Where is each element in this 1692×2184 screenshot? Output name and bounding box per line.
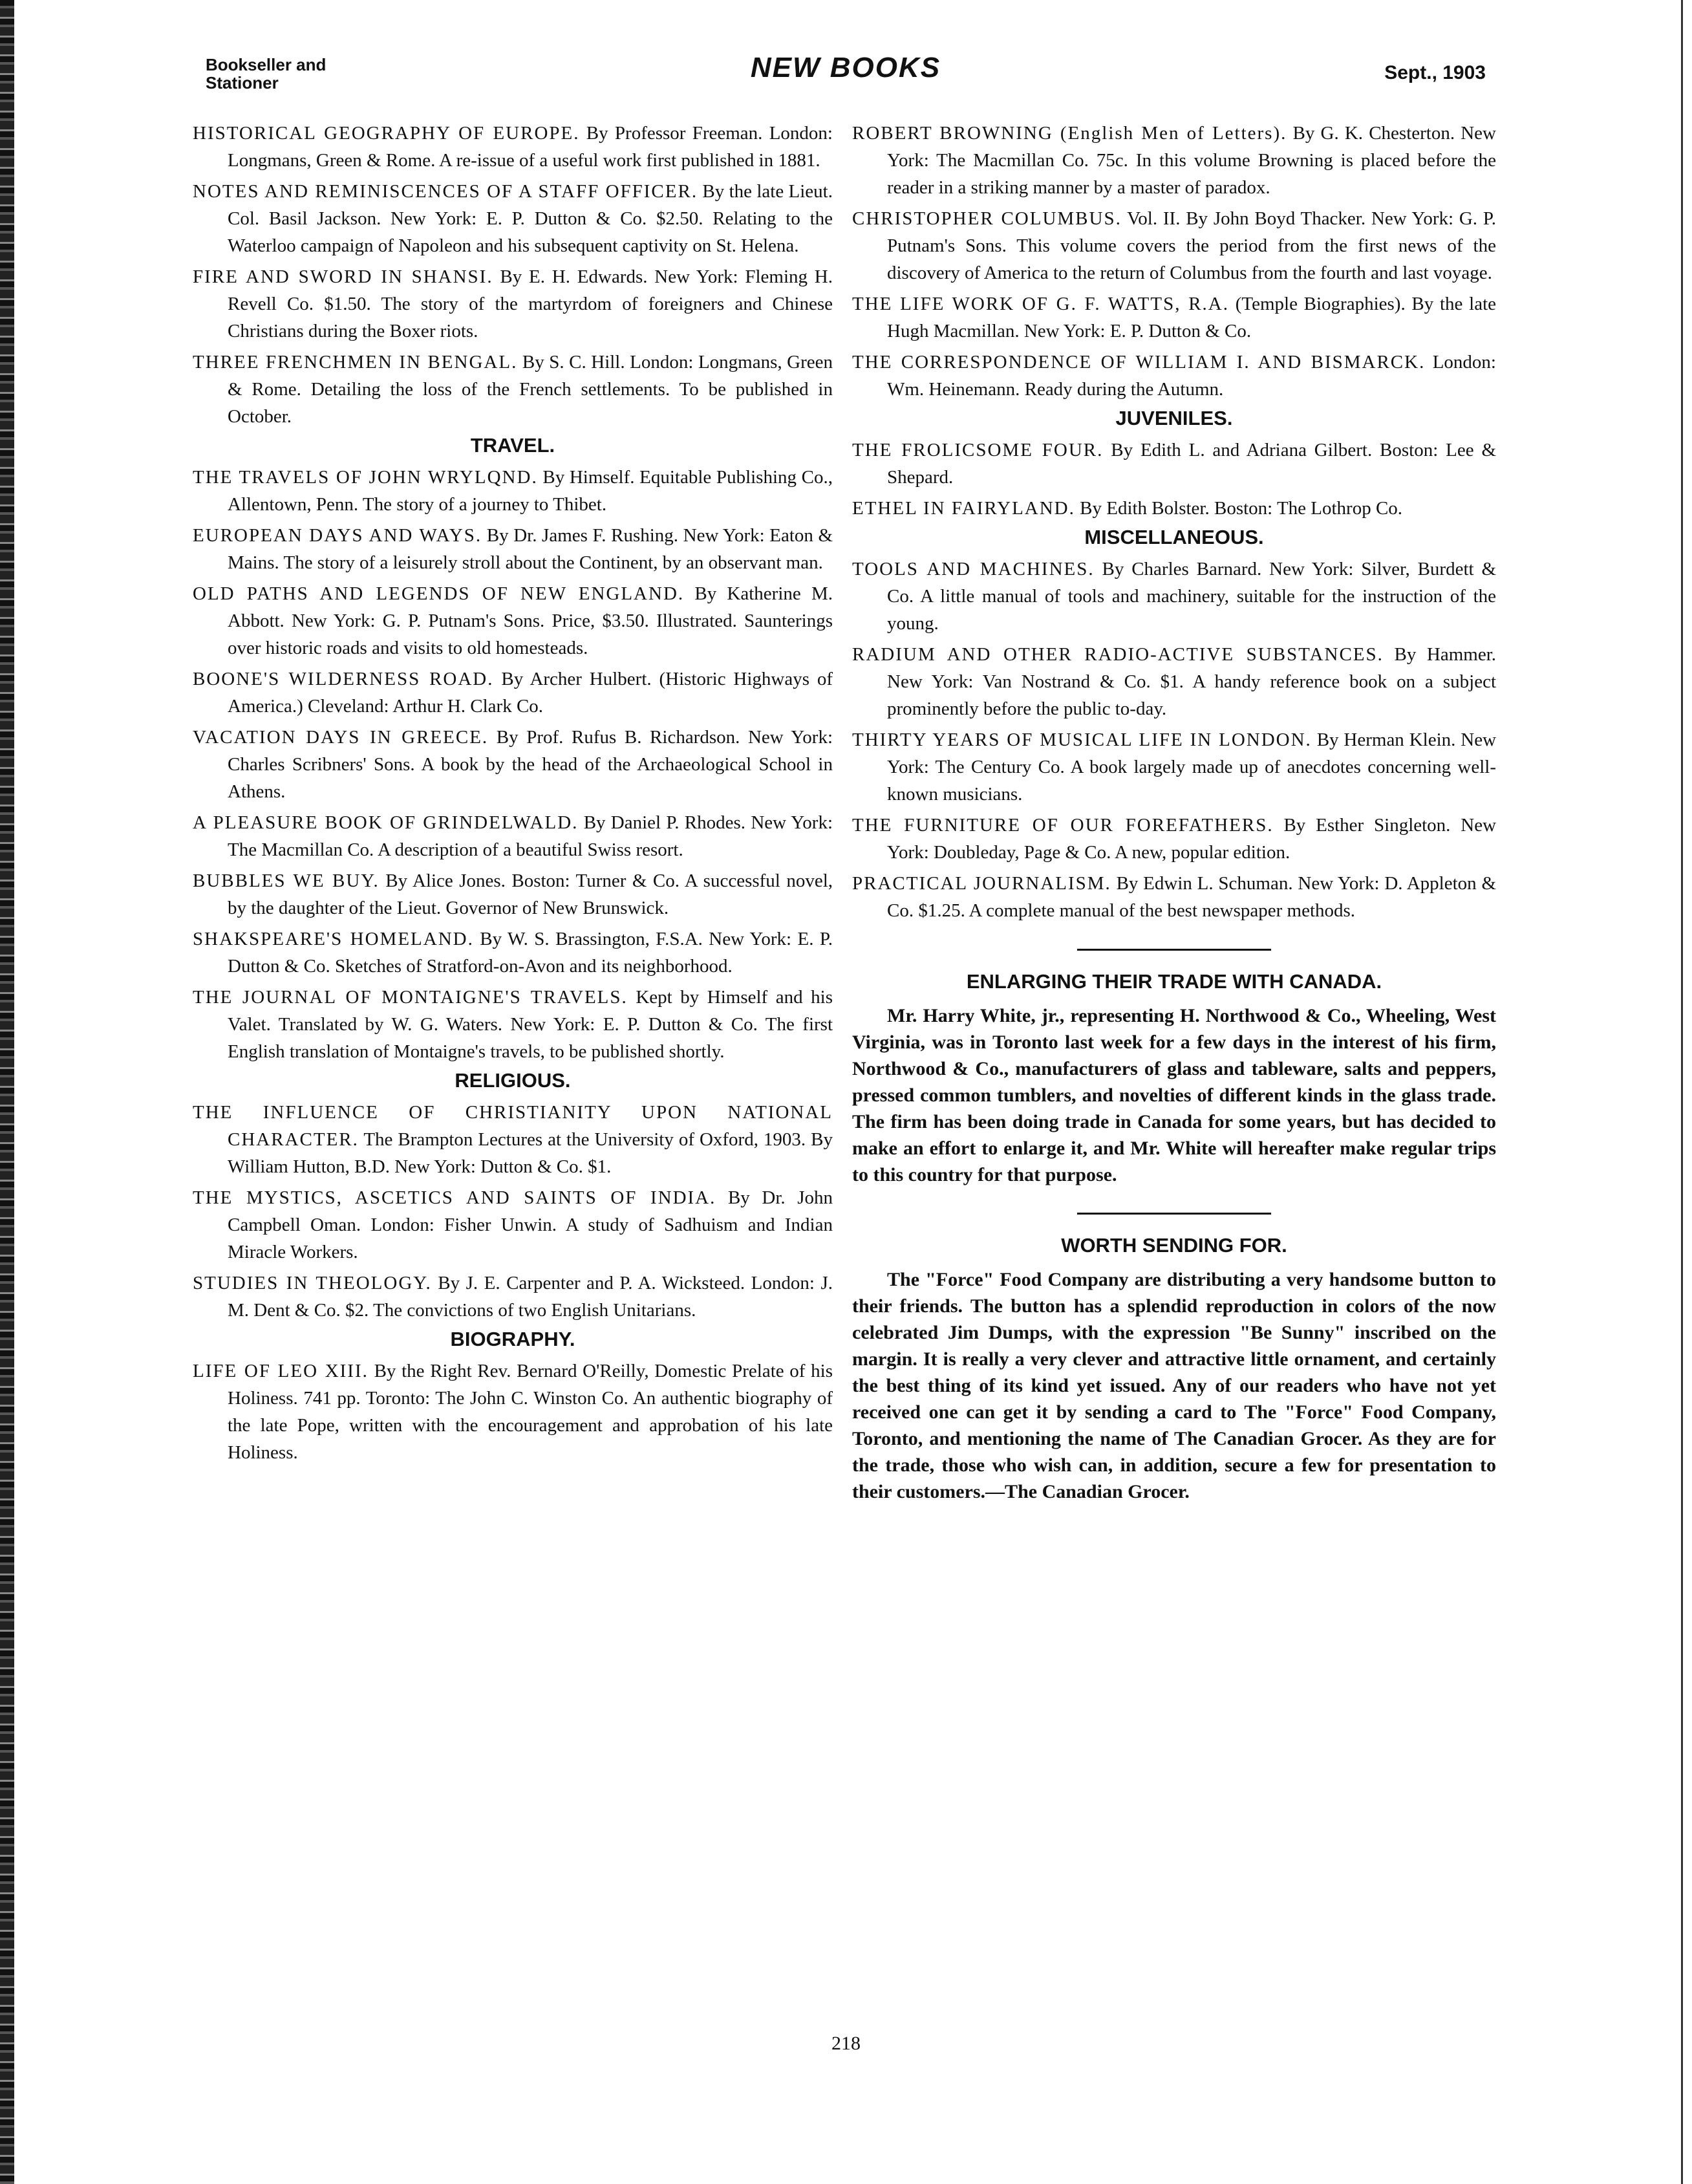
book-title: THE LIFE WORK OF G. F. WATTS, R.A. [852,294,1229,314]
book-title: SHAKSPEARE'S HOMELAND. [193,929,474,949]
book-title: THE CORRESPONDENCE OF WILLIAM I. AND BISMARCK. [852,352,1426,373]
book-description: By Archer Hulbert. (Historic Highways of America.) Cleveland: Arthur H. Clark Co. [228,669,833,717]
book-listing [193,349,833,430]
running-title: NEW BOOKS [750,52,941,83]
book-title: ROBERT BROWNING (English Men of Letters). [852,123,1287,144]
book-title: THREE FRENCHMEN IN BENGAL. [193,352,518,373]
book-title: THE TRAVELS OF JOHN WRYLQND. [193,467,538,488]
book-listing [193,925,833,980]
book-description: By Daniel P. Rhodes. New York: The Macmillan Co. A description of a beautiful Swiss resort. [228,812,833,860]
book-description: By Dr. John Campbell Oman. London: Fisher Unwin. A study of Sadhuism and Indian Miracle Workers. [228,1187,833,1262]
book-listing [852,349,1496,403]
book-title: THE MYSTICS, ASCETICS AND SAINTS OF INDIA. [193,1187,716,1208]
section-heading: TRAVEL. [470,434,555,457]
book-description: By the late Lieut. Col. Basil Jackson. New York: E. P. Dutton & Co. $2.50. Relating to the Waterloo campaign of Napoleon and his subsequent captivity on St. Helena. [228,181,833,256]
book-title: VACATION DAYS IN GREECE. [193,727,489,748]
book-description: By Edith Bolster. Boston: The Lothrop Co. [1080,498,1403,519]
book-description: By J. E. Carpenter and P. A. Wicksteed. London: J. M. Dent & Co. $2. The convictions of two English Unitarians. [228,1273,833,1321]
book-description: (Temple Biographies). By the late Hugh Macmillan. New York: E. P. Dutton & Co. [887,294,1497,341]
book-title: CHRISTOPHER COLUMBUS. [852,208,1122,229]
book-title: LIFE OF LEO XIII. [193,1361,369,1381]
book-listing [193,665,833,720]
book-description: By E. H. Edwards. New York: Fleming H. Revell Co. $1.50. The story of the martyrdom of foreigners and Chinese Christians during the Boxer riots. [228,266,833,341]
entry-list [852,437,1496,522]
book-description: By Herman Klein. New York: The Century Co. A book largely made up of anecdotes concerning well-known musicians. [887,730,1497,805]
book-title: EUROPEAN DAYS AND WAYS. [193,525,482,546]
book-description: By Dr. James F. Rushing. New York: Eaton & Mains. The story of a leisurely stroll about the Continent, by an observant man. [228,525,833,573]
book-title: THE FURNITURE OF OUR FOREFATHERS. [852,815,1274,836]
article-heading: ENLARGING THEIR TRADE WITH CANADA. [966,970,1382,993]
scan-edge-shadow [0,0,14,2184]
book-description: The Brampton Lectures at the University of Oxford, 1903. By William Hutton, B.D. New York: Dutton & Co. $1. [228,1129,833,1177]
book-listing [193,1357,833,1466]
book-listing [852,120,1496,201]
book-title: A PLEASURE BOOK OF GRINDELWALD. [193,812,579,833]
book-listing [193,580,833,662]
book-listing [193,522,833,576]
book-title: THIRTY YEARS OF MUSICAL LIFE IN LONDON. [852,730,1312,750]
article-heading: WORTH SENDING FOR. [1061,1234,1287,1257]
book-title: STUDIES IN THEOLOGY. [193,1273,432,1293]
book-title: TOOLS AND MACHINES. [852,559,1095,579]
entry-list [193,1099,833,1324]
book-listing [852,812,1496,866]
book-listing [852,437,1496,491]
article-body: The "Force" Food Company are distributing a very handsome button to their friends. The button has a splendid reproduction in colors of the now celebrated Jim Dumps, with the expression "Be Sunny" inscribed on the margin. It is really a very clever and attractive little ornament, and certainly the best thing of its kind yet issued. Any of our readers who have not yet received one can get it by sending a card to The "Force" Food Company, Toronto, and mentioning the name of The Canadian Grocer. As they are for the trade, those who wish can, in addition, secure a few for presentation to their customers.—The Canadian Grocer. [852,1269,1496,1502]
book-title: THE FROLICSOME FOUR. [852,440,1104,460]
book-title: RADIUM AND OTHER RADIO-ACTIVE SUBSTANCES. [852,644,1384,665]
book-description: By Alice Jones. Boston: Turner & Co. A successful novel, by the daughter of the Lieut. Governor of New Brunswick. [228,870,833,918]
book-description: By Charles Barnard. New York: Silver, Burdett & Co. A little manual of tools and machinery, suitable for the instruction of the young. [887,559,1497,634]
book-description: By G. K. Chesterton. New York: The Macmillan Co. 75c. In this volume Browning is placed before the reader in a striking manner by a master of paradox. [887,123,1496,198]
book-description: London: Wm. Heinemann. Ready during the Autumn. [887,352,1496,400]
section-heading: MISCELLANEOUS. [1084,526,1264,548]
book-description: By the Right Rev. Bernard O'Reilly, Domestic Prelate of his Holiness. 741 pp. Toronto: The John C. Winston Co. An authentic biography of the late Pope, written with the encouragement and approbation of his late Holiness. [228,1361,833,1463]
book-listing [193,984,833,1065]
book-title: ETHEL IN FAIRYLAND. [852,498,1075,519]
book-description: By Hammer. New York: Van Nostrand & Co. $1. A handy reference book on a subject prominently before the public to-day. [887,644,1497,719]
page-header [206,52,1486,103]
book-title: PRACTICAL JOURNALISM. [852,873,1111,894]
book-listing [852,870,1496,924]
right-column [852,120,1496,1505]
issue-date: Sept., 1903 [1384,62,1486,83]
book-listing [852,290,1496,345]
book-title: THE INFLUENCE OF CHRISTIANITY UPON NATIONAL CHARACTER. [193,1102,833,1150]
book-title: OLD PATHS AND LEGENDS OF NEW ENGLAND. [193,583,685,604]
book-title: BOONE'S WILDERNESS ROAD. [193,669,494,689]
page-number: 218 [831,2033,861,2054]
entry-list [193,1357,833,1466]
entry-list [193,120,833,430]
book-listing [852,495,1496,522]
book-listing [193,120,833,174]
section-divider [1077,949,1271,951]
book-listing [193,464,833,518]
book-listing [193,867,833,922]
entry-list [852,556,1496,924]
book-title: BUBBLES WE BUY. [193,870,380,891]
article-body: Mr. Harry White, jr., representing H. Northwood & Co., Wheeling, West Virginia, was in Toronto last week for a few days in the interest of his firm, Northwood & Co., manufacturers of glass and tableware, salts and peppers, pressed common tumblers, and novelties of different kinds in the glass trade. The firm has been doing trade in Canada for some years, but has decided to make an effort to enlarge it, and Mr. White will hereafter make regular trips to this country for that purpose. [852,1005,1496,1185]
book-listing [852,726,1496,808]
book-description: By Professor Freeman. London: Longmans, Green & Rome. A re-issue of a useful work first published in 1881. [228,123,833,171]
book-listing [852,641,1496,722]
book-listing [193,178,833,259]
book-title: THE JOURNAL OF MONTAIGNE'S TRAVELS. [193,987,628,1008]
masthead-line: Stationer [206,73,279,92]
book-title: FIRE AND SWORD IN SHANSI. [193,266,493,287]
entry-list [852,120,1496,403]
book-description: By Esther Singleton. New York: Doubleday, Page & Co. A new, popular edition. [887,815,1497,863]
book-listing [193,809,833,863]
book-description: By Himself. Equitable Publishing Co., Allentown, Penn. The story of a journey to Thibet. [228,467,833,515]
section-heading: RELIGIOUS. [455,1069,571,1092]
book-listing [193,1184,833,1266]
book-description: By S. C. Hill. London: Longmans, Green & Rome. Detailing the loss of the French settlements. To be published in October. [228,352,833,427]
book-listing [193,1099,833,1180]
book-listing [193,263,833,345]
book-description: By Edwin L. Schuman. New York: D. Appleton & Co. $1.25. A complete manual of the best newspaper methods. [887,873,1497,921]
book-listing [193,1270,833,1324]
section-divider [1077,1213,1271,1215]
entry-list [193,464,833,1065]
scan-edge-line [1681,0,1683,2184]
masthead-line: Bookseller and [206,55,327,74]
book-title: NOTES AND REMINISCENCES OF A STAFF OFFICER. [193,181,698,202]
book-description: By W. S. Brassington, F.S.A. New York: E. P. Dutton & Co. Sketches of Stratford-on-Avon and its neighborhood. [228,929,833,977]
book-description: By Prof. Rufus B. Richardson. New York: Charles Scribners' Sons. A book by the head of the Archaeological School in Athens. [228,727,833,802]
book-description: By Katherine M. Abbott. New York: G. P. Putnam's Sons. Price, $3.50. Illustrated. Saunterings over historic roads and visits to old homesteads. [228,583,833,658]
book-description: By Edith L. and Adriana Gilbert. Boston: Lee & Shepard. [887,440,1497,488]
book-listing [852,556,1496,637]
left-column [193,120,833,1470]
book-listing [193,724,833,805]
section-heading: JUVENILES. [1115,407,1233,429]
book-description: Kept by Himself and his Valet. Translated by W. G. Waters. New York: E. P. Dutton & Co. The first English translation of Montaigne's travels, to be published shortly. [228,987,833,1062]
section-heading: BIOGRAPHY. [450,1328,575,1350]
book-description: Vol. II. By John Boyd Thacker. New York: G. P. Putnam's Sons. This volume covers the period from the first news of the discovery of America to the return of Columbus from the fourth and last voyage. [887,208,1496,283]
book-listing [852,205,1496,287]
book-title: HISTORICAL GEOGRAPHY OF EUROPE. [193,123,580,144]
